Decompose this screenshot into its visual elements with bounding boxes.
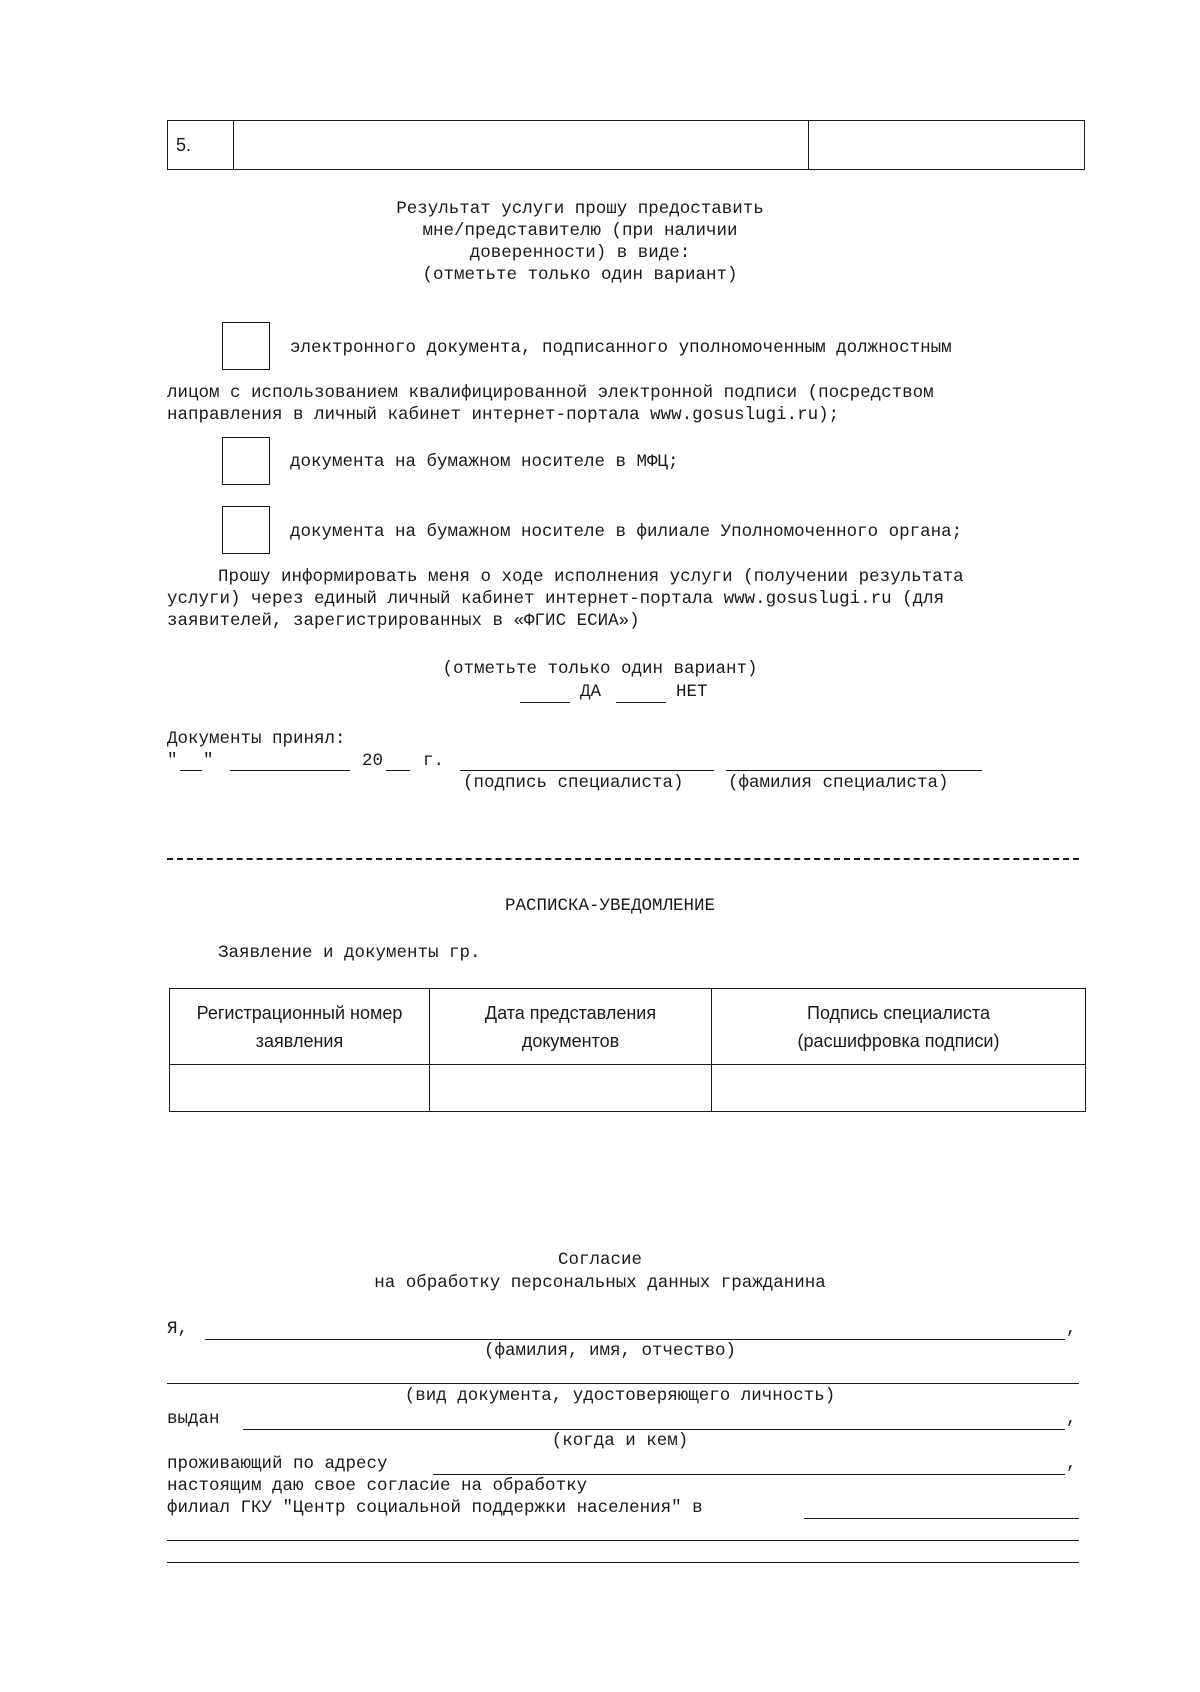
header-submission-date-line1: Дата представления: [484, 1002, 657, 1023]
surname-caption: (фамилия специалиста): [728, 773, 949, 793]
year-blank[interactable]: [386, 770, 410, 771]
identity-document-caption: (вид документа, удостоверяющего личность): [404, 1386, 836, 1406]
year-suffix: г.: [423, 751, 445, 771]
option-mfc-checkbox[interactable]: [222, 437, 270, 485]
consent-title: Согласие: [557, 1250, 642, 1270]
branch-location-line[interactable]: [804, 1518, 1079, 1519]
fio-caption: (фамилия, имя, отчество): [483, 1341, 737, 1361]
date-quote-close: ": [203, 751, 214, 771]
consent-subtitle: на обработку персональных данных гражданина: [374, 1273, 826, 1293]
header-specialist-signature: [712, 989, 1086, 1065]
no-blank[interactable]: [616, 702, 666, 703]
result-heading-line: (отметьте только один вариант): [422, 265, 738, 285]
submission-date-cell[interactable]: [430, 1065, 712, 1112]
result-heading-line: доверенности) в виде:: [469, 243, 691, 263]
header-submission-date: [430, 989, 712, 1065]
agree-line: настоящим даю свое согласие на обработку: [167, 1476, 588, 1496]
header-specialist-signature-line2: (расшифровка подписи): [797, 1030, 1000, 1051]
header-reg-number-line2: заявления: [255, 1030, 344, 1051]
specialist-signature-cell[interactable]: [712, 1065, 1086, 1112]
branch-line: филиал ГКУ "Центр социальной поддержки населения" в: [167, 1498, 703, 1518]
signature-caption: (подпись специалиста): [463, 773, 684, 793]
extra-line-1[interactable]: [167, 1540, 1079, 1541]
address-comma: ,: [1066, 1454, 1077, 1474]
yes-label: ДА: [580, 682, 602, 702]
yes-blank[interactable]: [520, 702, 570, 703]
row-description-cell[interactable]: [234, 121, 809, 170]
i-label: Я,: [167, 1319, 189, 1339]
date-quote-open: ": [167, 751, 178, 771]
receipt-intro: Заявление и документы гр.: [218, 943, 481, 963]
header-submission-date-line2: документов: [521, 1030, 620, 1051]
day-blank[interactable]: [180, 770, 202, 771]
accepted-label: Документы принял:: [167, 729, 346, 749]
header-reg-number: [170, 989, 430, 1065]
reg-number-cell[interactable]: [170, 1065, 430, 1112]
identity-document-line[interactable]: [167, 1383, 1079, 1384]
row-value-cell[interactable]: [809, 121, 1085, 170]
receipt-table: [169, 988, 1086, 1112]
header-specialist-signature-line1: Подпись специалиста: [807, 1002, 990, 1023]
row-number: 5.: [176, 134, 192, 155]
specialist-surname-line[interactable]: [726, 770, 982, 771]
inform-line2: услуги) через единый личный кабинет интернет-портала www.gosuslugi.ru (для: [167, 589, 945, 609]
inform-line1: Прошу информировать меня о ходе исполнения услуги (получении результата: [218, 567, 964, 587]
result-heading-line: мне/представителю (при наличии: [422, 221, 738, 241]
inform-choose-one: (отметьте только один вариант): [442, 659, 758, 679]
fio-comma: ,: [1066, 1319, 1077, 1339]
row-number-cell: [168, 121, 234, 170]
issued-label: выдан: [167, 1409, 220, 1429]
no-label: НЕТ: [676, 682, 708, 702]
specialist-signature-line[interactable]: [460, 770, 714, 771]
option-electronic-label-line1: электронного документа, подписанного уполномоченным должностным: [290, 338, 952, 358]
option-branch-checkbox[interactable]: [222, 506, 270, 554]
year-prefix: 20: [362, 751, 384, 771]
result-heading: [300, 198, 860, 286]
issued-comma: ,: [1066, 1409, 1077, 1429]
result-heading-line: Результат услуги прошу предоставить: [396, 199, 764, 219]
address-label: проживающий по адресу: [167, 1454, 388, 1474]
extra-line-2[interactable]: [167, 1562, 1079, 1563]
option-electronic-label-line3: направления в личный кабинет интернет-портала www.gosuslugi.ru);: [167, 405, 840, 425]
header-reg-number-line1: Регистрационный номер: [196, 1002, 403, 1023]
option-electronic-label-line2: лицом с использованием квалифицированной электронной подписи (посредством: [167, 383, 934, 403]
option-branch-label: документа на бумажном носителе в филиале Уполномоченного органа;: [290, 522, 963, 542]
top-table: [167, 120, 1085, 170]
option-electronic-checkbox[interactable]: [222, 322, 270, 370]
receipt-title: РАСПИСКА-УВЕДОМЛЕНИЕ: [504, 896, 716, 916]
option-mfc-label: документа на бумажном носителе в МФЦ;: [290, 452, 679, 472]
cut-line: [167, 858, 1079, 860]
issued-caption: (когда и кем): [551, 1431, 689, 1451]
month-blank[interactable]: [230, 770, 350, 771]
inform-line3: заявителей, зарегистрированных в «ФГИС ЕСИА»): [167, 611, 640, 631]
